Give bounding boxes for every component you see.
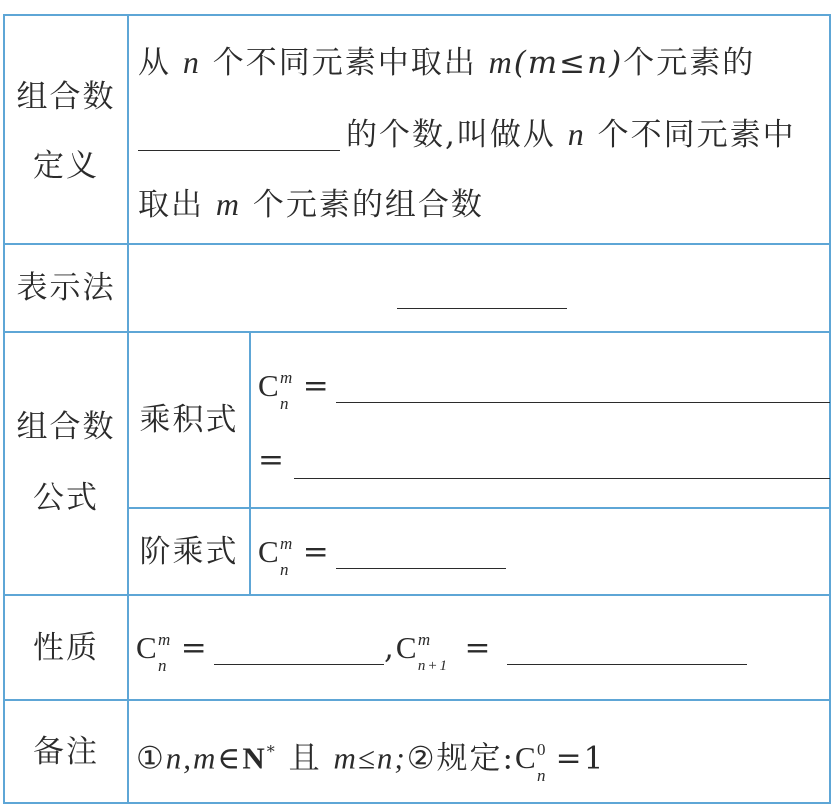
formula-label-line2: 公式 <box>33 480 99 516</box>
notation-label: 表示法 <box>16 270 116 306</box>
product-formula-label: 乘积式 <box>139 402 239 438</box>
combination-symbol: C m n <box>136 630 173 675</box>
definition-line3: 取出 m 个元素的组合数 <box>138 186 484 223</box>
remark-text: ①n,m∈N* 且 m≤n;②规定:C 0 n =1 <box>136 740 606 786</box>
definition-label-line1: 组合数 <box>16 79 116 115</box>
column-divider <box>249 331 251 594</box>
row-divider <box>128 507 831 509</box>
definition-line2: 的个数,叫做从 n 个不同元素中 <box>346 116 796 153</box>
formula-label-line1: 组合数 <box>16 409 116 445</box>
factorial-blank[interactable] <box>336 568 506 569</box>
product-formula-line2: = <box>258 442 286 478</box>
property-formula-1: C m n = <box>136 630 209 675</box>
combination-symbol: C 0 n <box>514 740 548 786</box>
product-formula-line1: C m n = <box>258 368 331 413</box>
remark-label: 备注 <box>33 734 99 770</box>
definition-blank[interactable] <box>138 150 340 151</box>
combination-symbol: C m n <box>258 534 295 579</box>
definition-label-line2: 定义 <box>33 148 99 184</box>
property-blank-2[interactable] <box>507 664 747 665</box>
product-blank-2[interactable] <box>294 478 830 479</box>
property-blank-1[interactable] <box>214 664 384 665</box>
product-blank-1[interactable] <box>336 402 830 403</box>
notation-blank[interactable] <box>397 308 567 309</box>
combination-symbol: C m n+1 <box>395 630 449 674</box>
combination-symbol: C m n <box>258 368 295 413</box>
factorial-formula: C m n = <box>258 534 331 579</box>
factorial-formula-label: 阶乘式 <box>139 534 239 570</box>
property-label: 性质 <box>33 630 99 666</box>
definition-line1: 从 n 个不同元素中取出 m(m≤n)个元素的 <box>138 44 756 81</box>
property-formula-2: ,C m n+1 = <box>384 630 493 674</box>
